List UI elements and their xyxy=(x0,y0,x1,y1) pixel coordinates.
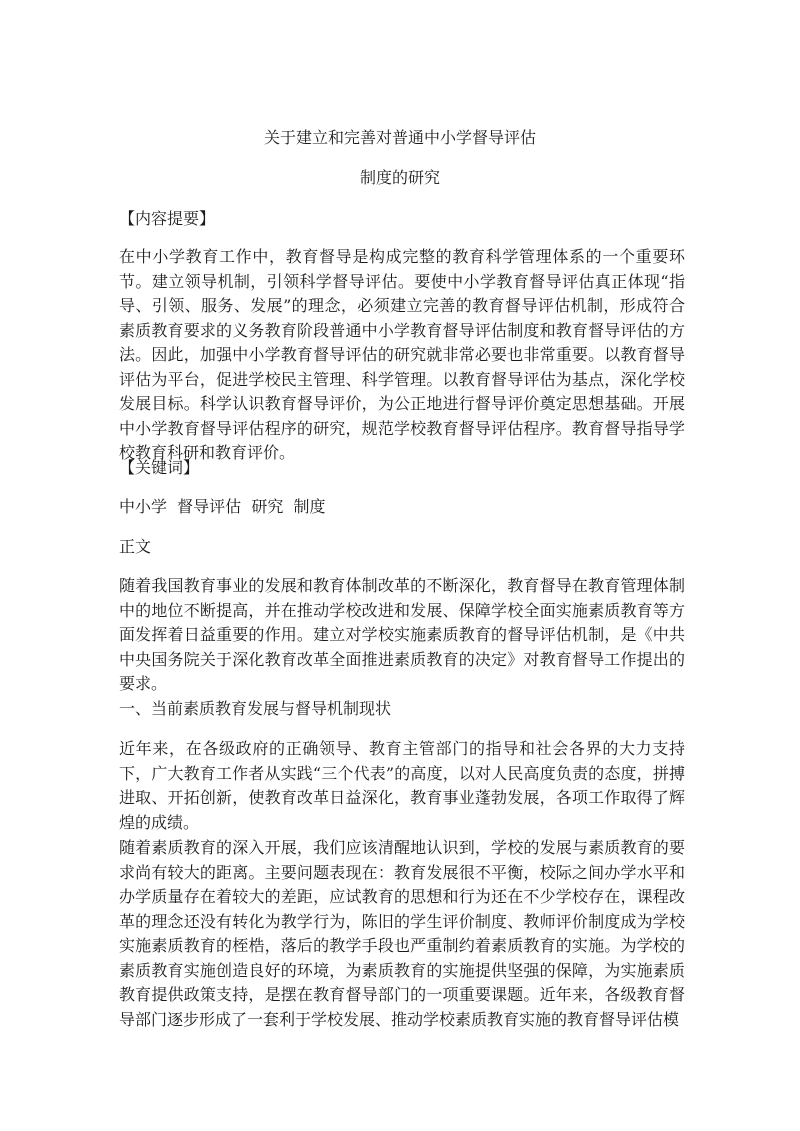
document-title-line1: 关于建立和完善对普通中小学督导评估 xyxy=(263,128,536,147)
keywords-text: 中小学 督导评估 研究 制度 xyxy=(119,497,326,516)
intro-paragraph: 随着我国教育事业的发展和教育体制改革的不断深化，教育督导在教育管理体制中的地位不断提高，并在推动学校改进和发展、保障学校全面实施素质教育等方面发挥着日益重要的作用。建立对学校实施素质教育的督导评估机制，是《中共中央国务院关于深化教育改革全面推进素质教育的决定》对教育督导工作提出的要求。 xyxy=(119,576,685,693)
section1-paragraph2: 随着素质教育的深入开展，我们应该清醒地认识到，学校的发展与素质教育的要求尚有较大的距离。主要问题表现在：教育发展很不平衡，校际之间办学水平和办学质量存在着较大的差距，应试教育的思想和行为还在不少学校存在，课程改革的理念还没有转化为教学行为，陈旧的学生评价制度、教师评价制度成为学校实施素质教育的桎梏，落后的教学手段也严重制约着素质教育的实施。为学校的素质教育实施创造良好的环境，为素质教育的实施提供坚强的保障，为实施素质教育提供政策支持，是摆在教育督导部门的一项重要课题。近年来，各级教育督导部门逐步形成了一套利于学校发展、推动学校素质教育实施的教育督导评估模 xyxy=(119,838,685,1029)
abstract-paragraph: 在中小学教育工作中，教育督导是构成完整的教育科学管理体系的一个重要环节。建立领导机制，引领科学督导评估。要使中小学教育督导评估真正体现“指导、引领、服务、发展”的理念，必须建立完善的教育督导评估机制，形成符合素质教育要求的义务教育阶段普通中小学教育督导评估制度和教育督导评估的方法。因此，加强中小学教育督导评估的研究就非常必要也非常重要。以教育督导评估为平台，促进学校民主管理、科学管理。以教育督导评估为基点，深化学校发展目标。科学认识教育督导评价，为公正地进行督导评价奠定思想基础。开展中小学教育督导评估程序的研究，规范学校教育督导评估程序。教育督导指导学校教育科研和教育评价。 xyxy=(119,247,685,462)
document-title-line2: 制度的研究 xyxy=(359,168,440,187)
body-heading: 正文 xyxy=(119,537,152,556)
abstract-heading: 【内容提要】 xyxy=(119,209,216,228)
keywords-heading: 【关键词】 xyxy=(119,458,200,477)
section1-paragraph1: 近年来，在各级政府的正确领导、教育主管部门的指导和社会各界的大力支持下，广大教育工作者从实践“三个代表”的高度，以对人民高度负责的态度，拼搏进取、开拓创新，使教育改革日益深化，教育事业蓬勃发展，各项工作取得了辉煌的成绩。 xyxy=(119,739,685,832)
section1-heading: 一、当前素质教育发展与督导机制现状 xyxy=(119,699,392,718)
